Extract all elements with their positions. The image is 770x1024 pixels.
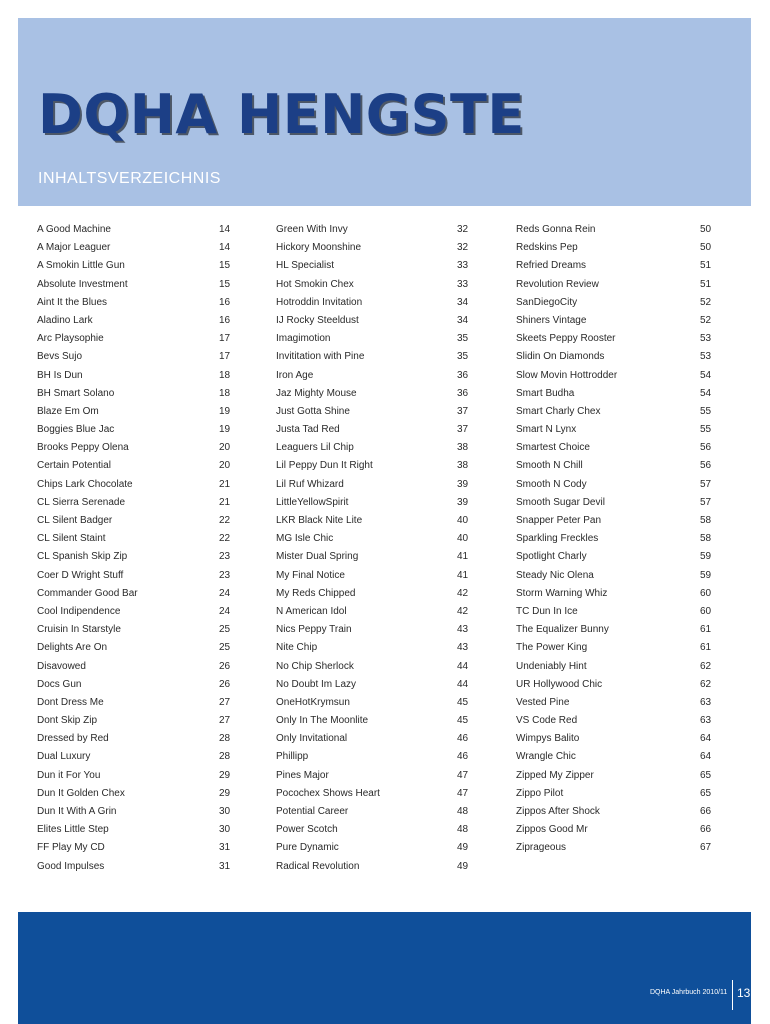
entry-page-number: 40 (457, 515, 469, 526)
page-subtitle: INHALTSVERZEICHNIS (38, 170, 221, 187)
entry-name: Just Gotta Shine (276, 405, 350, 417)
entry-name: MG Isle Chic (276, 533, 334, 545)
entry-page-number: 20 (219, 460, 231, 472)
entry-name: Pure Dynamic (276, 842, 339, 854)
entry-name: Spotlight Charly (516, 551, 587, 563)
entry-page-number: 33 (457, 260, 469, 272)
entry-page-number: 34 (457, 296, 469, 308)
entry-name: Reds Gonna Rein (516, 224, 596, 235)
entry-name: Only In The Moonlite (276, 715, 369, 727)
entry-page-number: 48 (457, 806, 469, 817)
entry-page-number: 55 (700, 424, 712, 436)
entry-page-number: 46 (457, 751, 469, 763)
entry-page-number: 54 (700, 387, 712, 399)
entry-page-number: 56 (700, 460, 712, 472)
entry-name: No Doubt Im Lazy (276, 678, 357, 690)
entry-name: Lil Peppy Dun It Right (276, 460, 373, 472)
entry-name: Dun It Golden Chex (37, 787, 125, 799)
entry-page-number: 62 (700, 678, 712, 690)
entry-name: LittleYellowSpirit (276, 496, 349, 508)
entry-page-number: 45 (457, 715, 469, 727)
entry-page-number: 51 (700, 260, 712, 272)
entry-name: Invititation with Pine (276, 351, 365, 363)
entry-page-number: 58 (700, 515, 712, 526)
entry-page-number: 53 (700, 333, 712, 345)
entry-page-number: 61 (700, 624, 712, 636)
entry-page-number: 56 (700, 442, 712, 454)
entry-name: Jaz Mighty Mouse (276, 387, 357, 399)
entry-name: CL Silent Staint (37, 533, 106, 545)
entry-name: Commander Good Bar (37, 587, 138, 599)
entry-page-number: 36 (457, 387, 469, 399)
entry-page-number: 61 (700, 642, 712, 654)
entry-name: Shiners Vintage (516, 314, 587, 326)
entry-name: Zippos After Shock (516, 806, 600, 817)
entry-page-number: 45 (457, 696, 469, 708)
entry-name: Slidin On Diamonds (516, 351, 605, 363)
entry-page-number: 37 (457, 424, 469, 436)
entry-name: Hickory Moonshine (276, 242, 362, 254)
entry-name: Good Impulses (37, 860, 105, 872)
entry-page-number: 28 (219, 733, 231, 745)
entry-page-number: 60 (700, 605, 712, 617)
entry-name: A Smokin Little Gun (37, 260, 125, 272)
entry-page-number: 33 (457, 278, 469, 290)
entry-page-number: 57 (700, 478, 712, 490)
entry-name: Smart Budha (516, 387, 575, 399)
entry-page-number: 42 (457, 587, 469, 599)
entry-name: Dressed by Red (37, 733, 109, 745)
entry-name: Green With Invy (276, 224, 348, 235)
entry-name: LKR Black Nite Lite (276, 515, 363, 526)
entry-page-number: 32 (457, 242, 469, 254)
entry-page-number: 18 (219, 369, 231, 381)
entry-page-number: 65 (700, 787, 712, 799)
entry-name: Power Scotch (276, 824, 338, 836)
entry-page-number: 51 (700, 278, 712, 290)
entry-page-number: 27 (219, 715, 231, 727)
entry-name: Skeets Peppy Rooster (516, 333, 616, 345)
entry-name: Nite Chip (276, 642, 318, 654)
entry-page-number: 48 (457, 824, 469, 836)
entry-page-number: 59 (700, 551, 712, 563)
entry-name: Sparkling Freckles (516, 533, 599, 545)
entry-name: Storm Warning Whiz (516, 587, 608, 599)
entry-name: Boggies Blue Jac (37, 424, 115, 436)
entry-name: The Power King (516, 642, 588, 654)
entry-page-number: 25 (219, 642, 231, 654)
entry-name: BH Is Dun (37, 369, 83, 381)
entry-name: Aint It the Blues (37, 296, 108, 308)
entry-page-number: 46 (457, 733, 469, 745)
entry-page-number: 52 (700, 314, 712, 326)
entry-page-number: 31 (219, 860, 231, 872)
entry-page-number: 15 (219, 278, 231, 290)
entry-page-number: 62 (700, 660, 712, 672)
entry-name: Elites Little Step (37, 824, 109, 836)
entry-name: Lil Ruf Whizard (276, 478, 344, 490)
entry-page-number: 31 (219, 842, 231, 854)
entry-page-number: 15 (219, 260, 231, 272)
entry-name: Hot Smokin Chex (276, 278, 354, 290)
entry-name: Smart N Lynx (516, 424, 577, 436)
entry-page-number: 63 (700, 715, 712, 727)
entry-name: Dun it For You (37, 769, 101, 781)
entry-name: Only Invitational (276, 733, 348, 745)
entry-name: Smart Charly Chex (516, 405, 601, 417)
entry-page-number: 49 (457, 860, 469, 872)
entry-name: UR Hollywood Chic (516, 678, 603, 690)
entry-name: Brooks Peppy Olena (37, 442, 129, 454)
entry-name: OneHotKrymsun (276, 696, 350, 708)
entry-name: Zippos Good Mr (516, 824, 588, 836)
entry-name: No Chip Sherlock (276, 660, 354, 672)
entry-page-number: 41 (457, 551, 469, 563)
entry-name: Refried Dreams (516, 260, 587, 272)
entry-page-number: 50 (700, 242, 712, 254)
entry-name: Slow Movin Hottrodder (516, 369, 618, 381)
entry-page-number: 53 (700, 351, 712, 363)
entry-name: BH Smart Solano (37, 387, 115, 399)
entry-name: Smooth N Chill (516, 460, 583, 472)
entry-page-number: 36 (457, 369, 469, 381)
entry-name: Mister Dual Spring (276, 551, 359, 563)
entry-page-number: 29 (219, 769, 231, 781)
entry-name: My Final Notice (276, 569, 345, 581)
entry-page-number: 60 (700, 587, 712, 599)
entry-name: Dont Dress Me (37, 696, 104, 708)
entry-name: Pocochex Shows Heart (276, 787, 380, 799)
entry-name: My Reds Chipped (276, 587, 356, 599)
entry-page-number: 44 (457, 660, 469, 672)
entry-name: Certain Potential (37, 460, 111, 472)
page-number: 13 (737, 986, 751, 1000)
entry-name: Dun It With A Grin (37, 806, 117, 817)
entry-name: Radical Revolution (276, 860, 360, 872)
entry-page-number: 42 (457, 605, 469, 617)
entry-name: CL Silent Badger (37, 515, 113, 526)
entry-page-number: 54 (700, 369, 712, 381)
entry-name: Iron Age (276, 369, 314, 381)
entry-name: Smartest Choice (516, 442, 590, 454)
entry-page-number: 30 (219, 806, 231, 817)
entry-name: Revolution Review (516, 278, 599, 290)
entry-name: Steady Nic Olena (516, 569, 594, 581)
entry-page-number: 16 (219, 314, 231, 326)
entry-name: Undeniably Hint (516, 660, 587, 672)
entry-page-number: 24 (219, 605, 231, 617)
entry-page-number: 43 (457, 624, 469, 636)
entry-name: Wrangle Chic (516, 751, 576, 763)
entry-name: Disavowed (37, 660, 86, 672)
entry-page-number: 25 (219, 624, 231, 636)
entry-page-number: 16 (219, 296, 231, 308)
entry-page-number: 64 (700, 751, 712, 763)
entry-page-number: 26 (219, 678, 231, 690)
entry-name: Chips Lark Chocolate (37, 478, 133, 490)
entry-page-number: 40 (457, 533, 469, 545)
publication-label: DQHA Jahrbuch 2010/11 (650, 989, 728, 996)
entry-name: Smooth Sugar Devil (516, 496, 605, 508)
entry-name: N American Idol (276, 605, 347, 617)
footer-band (18, 912, 751, 1024)
entry-page-number: 63 (700, 696, 712, 708)
entry-page-number: 28 (219, 751, 231, 763)
entry-name: Arc Playsophie (37, 333, 104, 345)
entry-name: Delights Are On (37, 642, 108, 654)
entry-page-number: 49 (457, 842, 469, 854)
entry-name: Wimpys Balito (516, 733, 580, 745)
entry-name: A Major Leaguer (37, 242, 111, 254)
entry-page-number: 38 (457, 442, 469, 454)
entry-page-number: 47 (457, 769, 469, 781)
entry-page-number: 65 (700, 769, 712, 781)
entry-name: Absolute Investment (37, 278, 128, 290)
entry-name: Bevs Sujo (37, 351, 83, 363)
entry-page-number: 39 (457, 496, 469, 508)
entry-page-number: 37 (457, 405, 469, 417)
entry-page-number: 50 (700, 224, 712, 235)
entry-name: Coer D Wright Stuff (37, 569, 124, 581)
entry-name: Dual Luxury (37, 751, 91, 763)
entry-name: SanDiegoCity (516, 296, 578, 308)
entry-page-number: 18 (219, 387, 231, 399)
entry-name: Redskins Pep (516, 242, 578, 254)
entry-page-number: 21 (219, 496, 231, 508)
entry-name: HL Specialist (276, 260, 334, 272)
entry-page-number: 44 (457, 678, 469, 690)
entry-name: Snapper Peter Pan (516, 515, 602, 526)
entry-page-number: 20 (219, 442, 231, 454)
entry-page-number: 17 (219, 333, 231, 345)
entry-name: A Good Machine (37, 224, 111, 235)
entry-page-number: 47 (457, 787, 469, 799)
entry-page-number: 17 (219, 351, 231, 363)
entry-page-number: 57 (700, 496, 712, 508)
entry-page-number: 34 (457, 314, 469, 326)
entry-name: Nics Peppy Train (276, 624, 352, 636)
entry-name: Pines Major (276, 769, 329, 781)
entry-page-number: 58 (700, 533, 712, 545)
entry-name: VS Code Red (516, 715, 578, 727)
entry-page-number: 67 (700, 842, 712, 854)
entry-page-number: 14 (219, 242, 231, 254)
entry-page-number: 64 (700, 733, 712, 745)
entry-name: Leaguers Lil Chip (276, 442, 354, 454)
entry-name: Blaze Em Om (37, 405, 99, 417)
entry-page-number: 55 (700, 405, 712, 417)
footer-divider (732, 980, 733, 1010)
entry-page-number: 66 (700, 806, 712, 817)
entry-name: Vested Pine (516, 696, 570, 708)
entry-page-number: 22 (219, 533, 231, 545)
entry-name: Aladino Lark (37, 314, 93, 326)
entry-page-number: 19 (219, 405, 231, 417)
entry-name: Hotroddin Invitation (276, 296, 363, 308)
entry-page-number: 66 (700, 824, 712, 836)
entry-name: The Equalizer Bunny (516, 624, 609, 636)
entry-name: CL Spanish Skip Zip (37, 551, 128, 563)
entry-page-number: 27 (219, 696, 231, 708)
entry-page-number: 35 (457, 333, 469, 345)
entry-page-number: 32 (457, 224, 469, 235)
entry-name: Cool Indipendence (37, 605, 121, 617)
entry-page-number: 39 (457, 478, 469, 490)
entry-name: Docs Gun (37, 678, 82, 690)
entry-name: TC Dun In Ice (516, 605, 578, 617)
entry-page-number: 22 (219, 515, 231, 526)
entry-name: Ziprageous (516, 842, 567, 854)
entry-page-number: 26 (219, 660, 231, 672)
entry-page-number: 29 (219, 787, 231, 799)
entry-page-number: 43 (457, 642, 469, 654)
entry-page-number: 30 (219, 824, 231, 836)
entry-page-number: 24 (219, 587, 231, 599)
entry-page-number: 14 (219, 224, 231, 235)
entry-page-number: 19 (219, 424, 231, 436)
entry-name: Smooth N Cody (516, 478, 587, 490)
entry-name: Justa Tad Red (276, 424, 340, 436)
entry-name: Dont Skip Zip (37, 715, 98, 727)
entry-name: CL Sierra Serenade (37, 496, 126, 508)
entry-page-number: 21 (219, 478, 231, 490)
entry-page-number: 35 (457, 351, 469, 363)
entry-name: Imagimotion (276, 333, 331, 345)
entry-name: Zipped My Zipper (516, 769, 594, 781)
entry-page-number: 52 (700, 296, 712, 308)
entry-page-number: 38 (457, 460, 469, 472)
entry-name: Potential Career (276, 806, 349, 817)
entry-name: Cruisin In Starstyle (37, 624, 121, 636)
entry-name: Zippo Pilot (516, 787, 564, 799)
entry-page-number: 23 (219, 569, 231, 581)
page-title: DQHA HENGSTE (38, 83, 525, 146)
entry-name: IJ Rocky Steeldust (276, 314, 359, 326)
entry-page-number: 59 (700, 569, 712, 581)
entry-page-number: 41 (457, 569, 469, 581)
entry-name: Phillipp (276, 751, 309, 763)
entry-page-number: 23 (219, 551, 231, 563)
entry-name: FF Play My CD (37, 842, 105, 854)
